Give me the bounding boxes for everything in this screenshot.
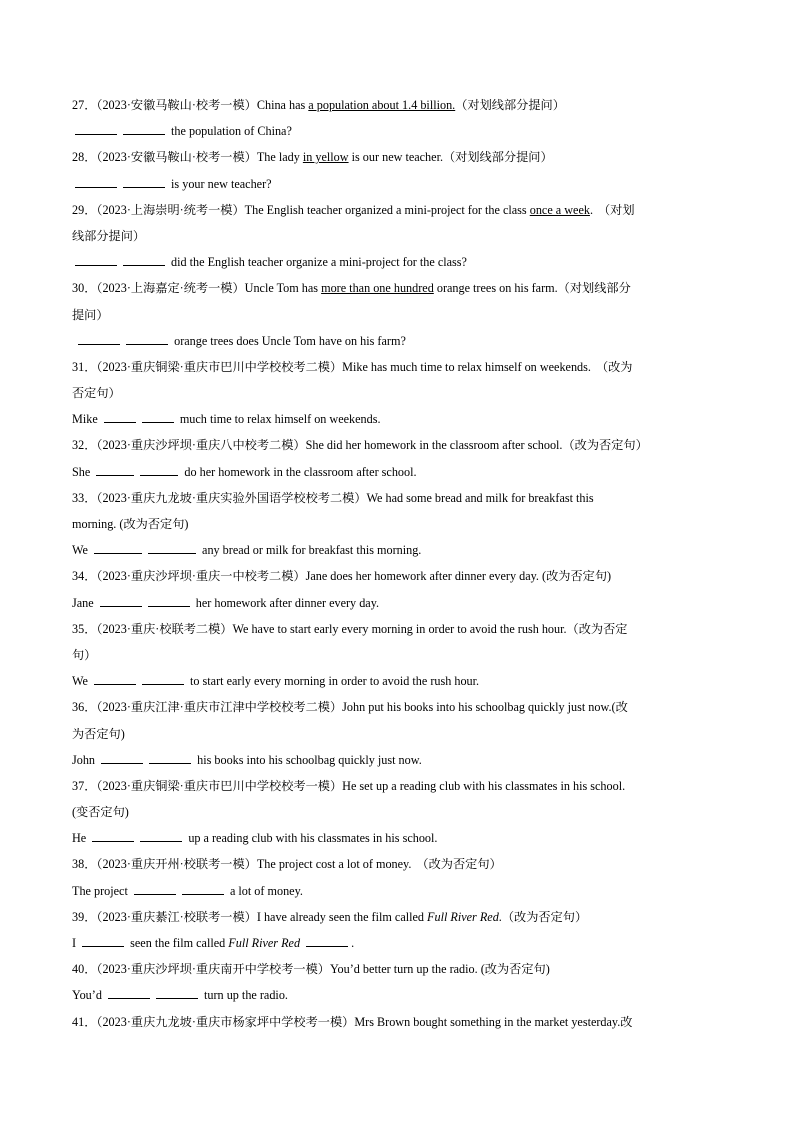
question-instruction: （对划线部分提问） <box>443 150 553 165</box>
question-source: （2023·安徽马鞍山·校考一模） <box>96 98 257 112</box>
answer-text: his books into his schoolbag quickly just now. <box>197 752 422 767</box>
question-text: China has <box>256 98 309 112</box>
question-34 <box>72 563 722 589</box>
question-number: 38． <box>72 857 97 872</box>
question-instruction: 为否定句) <box>72 726 125 741</box>
answer-blank[interactable] <box>123 173 165 188</box>
answer-text: the population of China? <box>171 124 292 139</box>
question-29-cont <box>72 223 722 249</box>
answer-blank[interactable] <box>123 120 165 135</box>
question-instruction: (改 <box>611 700 628 715</box>
answer-prefix: We <box>72 674 88 689</box>
question-number: 29． <box>72 202 97 217</box>
question-35 <box>72 616 722 642</box>
question-text: She did her homework in the classroom after school. <box>305 438 563 453</box>
answer-line-28 <box>72 171 722 197</box>
answer-blank[interactable] <box>82 932 124 947</box>
question-source: （2023·上海崇明·统考一模） <box>96 202 245 217</box>
answer-blank[interactable] <box>126 330 168 345</box>
answer-blank[interactable] <box>108 984 150 999</box>
answer-line-39 <box>72 930 722 956</box>
question-source: （2023·重庆铜梁·重庆市巴川中学校校考二模） <box>96 359 343 374</box>
question-35-cont <box>72 642 722 668</box>
answer-line-29 <box>72 249 722 275</box>
answer-blank[interactable] <box>148 592 190 607</box>
answer-line-37 <box>72 825 722 851</box>
question-source: （2023·重庆开州·校联考一模） <box>96 857 257 872</box>
answer-prefix: Mike <box>72 412 98 427</box>
question-instruction: （对划线部分 <box>557 281 631 296</box>
question-36-cont <box>72 721 722 747</box>
answer-text: . <box>351 936 355 950</box>
question-text: . <box>589 202 593 217</box>
answer-blank[interactable] <box>134 880 176 895</box>
question-instruction: （改为否定 <box>566 621 628 636</box>
answer-line-33 <box>72 537 722 563</box>
question-source: （2023·重庆九龙坡·重庆市杨家坪中学校考一模） <box>96 1014 355 1029</box>
question-instruction: （改为否定句） <box>562 438 648 453</box>
question-37 <box>72 773 722 799</box>
question-source: （2023·安徽马鞍山·校考一模） <box>96 150 257 165</box>
question-source: （2023·上海嘉定·统考一模） <box>96 281 245 296</box>
question-number: 31． <box>72 359 97 374</box>
question-number: 36． <box>72 700 97 715</box>
answer-text: her homework after dinner every day. <box>195 595 380 610</box>
question-28 <box>72 144 722 170</box>
question-number: 32． <box>72 438 97 453</box>
question-text: You’d better turn up the radio. <box>329 962 478 977</box>
question-text: Jane does her homework after dinner every day. <box>305 569 539 584</box>
question-31 <box>72 354 722 380</box>
question-text: morning. <box>72 517 117 531</box>
question-37-cont <box>72 799 722 825</box>
question-number: 41． <box>72 1014 97 1029</box>
question-instruction: 句） <box>72 647 97 662</box>
underlined-phrase: once a week <box>529 202 590 217</box>
film-title: Full River Red <box>228 936 301 950</box>
question-29 <box>72 197 722 223</box>
answer-line-30 <box>72 328 722 354</box>
answer-blank[interactable] <box>306 932 348 947</box>
answer-text: did the English teacher organize a mini-project for the class? <box>171 255 467 270</box>
question-instruction: 线部分提问） <box>72 228 146 243</box>
question-source: （2023·重庆铜梁·重庆市巴川中学校校考一模） <box>96 778 343 793</box>
question-source: （2023·重庆沙坪坝·重庆一中校考二模） <box>96 569 306 584</box>
answer-blank[interactable] <box>100 592 142 607</box>
question-27 <box>72 92 722 118</box>
answer-blank[interactable] <box>104 408 136 423</box>
question-33 <box>72 485 722 511</box>
question-text: Uncle Tom has <box>244 281 322 296</box>
question-text: The English teacher organized a mini-project for the class <box>244 202 530 217</box>
underlined-phrase: in yellow <box>302 150 349 165</box>
question-instruction: (改为否定句) <box>480 962 550 977</box>
answer-blank[interactable] <box>149 749 191 764</box>
question-instruction: （改为否定句） <box>501 909 588 924</box>
answer-blank[interactable] <box>96 461 134 476</box>
answer-text: a lot of money. <box>229 883 303 898</box>
answer-blank[interactable] <box>182 880 224 895</box>
question-text: Mike has much time to relax himself on weekends. <box>342 359 591 374</box>
answer-prefix: We <box>72 543 88 558</box>
question-number: 35． <box>72 621 97 636</box>
question-text: I have already seen the film called <box>256 909 428 924</box>
answer-blank[interactable] <box>94 670 136 685</box>
question-text: Mrs Brown bought something in the market yesterday. <box>354 1014 621 1029</box>
answer-blank[interactable] <box>142 408 174 423</box>
question-instruction: (改为否定句) <box>542 569 612 584</box>
answer-blank[interactable] <box>78 330 120 345</box>
answer-text: do her homework in the classroom after school. <box>184 464 417 479</box>
answer-blank[interactable] <box>142 670 184 685</box>
answer-blank[interactable] <box>156 984 198 999</box>
question-number: 39． <box>72 909 97 924</box>
question-38 <box>72 851 722 877</box>
question-41 <box>72 1009 722 1035</box>
question-32 <box>72 432 722 458</box>
question-number: 27． <box>72 98 97 112</box>
question-instruction: （改为 <box>595 359 633 374</box>
answer-prefix: You’d <box>72 988 102 1003</box>
answer-text: to start early every morning in order to avoid the rush hour. <box>190 674 480 689</box>
question-source: （2023·重庆綦江·校联考一模） <box>96 909 257 924</box>
question-text: The lady <box>256 150 303 165</box>
answer-blank[interactable] <box>92 827 134 842</box>
question-instruction: (变否定句) <box>72 805 129 820</box>
question-number: 40． <box>72 962 97 977</box>
question-36 <box>72 694 722 720</box>
answer-blank[interactable] <box>140 461 178 476</box>
question-text: John put his books into his schoolbag quickly just now. <box>342 700 612 715</box>
answer-line-27 <box>72 118 722 144</box>
answer-blank[interactable] <box>75 251 117 266</box>
answer-blank[interactable] <box>75 173 117 188</box>
question-number: 34． <box>72 569 97 584</box>
underlined-phrase: more than one hundred <box>321 281 434 296</box>
answer-line-38 <box>72 878 722 904</box>
question-40 <box>72 956 722 982</box>
underlined-phrase: a population about 1.4 billion. <box>308 98 456 112</box>
answer-text: up a reading club with his classmates in his school. <box>188 831 438 846</box>
film-title: Full River Red <box>427 909 499 924</box>
question-number: 30． <box>72 281 97 296</box>
answer-line-40 <box>72 982 722 1008</box>
answer-prefix: I <box>72 936 77 950</box>
answer-text: much time to relax himself on weekends. <box>179 412 381 427</box>
question-text: is our new teacher. <box>348 150 443 165</box>
answer-blank[interactable] <box>123 251 165 266</box>
question-source: （2023·重庆沙坪坝·重庆南开中学校考一模） <box>96 962 330 977</box>
question-source: （2023·重庆沙坪坝·重庆八中校考二模） <box>96 438 306 453</box>
question-source: （2023·重庆·校联考二模） <box>96 621 233 636</box>
answer-prefix: The project <box>72 883 128 898</box>
answer-blank[interactable] <box>75 120 117 135</box>
question-30-cont <box>72 302 722 328</box>
answer-blank[interactable] <box>101 749 143 764</box>
question-number: 33． <box>72 490 97 505</box>
answer-prefix: He <box>72 831 87 846</box>
answer-line-36 <box>72 747 722 773</box>
exercise-page <box>72 92 722 1035</box>
answer-line-34 <box>72 590 722 616</box>
question-number: 37． <box>72 778 97 793</box>
question-33-cont <box>72 511 722 537</box>
question-text: We had some bread and milk for breakfast this <box>366 490 594 505</box>
answer-prefix: She <box>72 464 91 479</box>
answer-text: orange trees does Uncle Tom have on his farm? <box>174 333 406 348</box>
answer-line-31 <box>72 406 722 432</box>
question-30 <box>72 275 722 301</box>
question-instruction: （对划线部分提问） <box>455 98 565 112</box>
question-source: （2023·重庆江津·重庆市江津中学校校考二模） <box>96 700 343 715</box>
question-text: The project cost a lot of money. <box>256 857 412 872</box>
question-instruction: 提问） <box>72 307 109 322</box>
question-31-cont <box>72 380 722 406</box>
answer-blank[interactable] <box>94 539 142 554</box>
answer-text: turn up the radio. <box>204 988 288 1003</box>
answer-blank[interactable] <box>148 539 196 554</box>
question-text: He set up a reading club with his classmates in his school. <box>342 778 626 793</box>
question-instruction: （改为否定句） <box>416 857 502 872</box>
answer-prefix: John <box>72 752 96 767</box>
question-text: . <box>498 909 502 924</box>
answer-text: any bread or milk for breakfast this morning. <box>202 543 422 558</box>
question-instruction: （对划 <box>598 202 635 217</box>
question-number: 28． <box>72 150 97 165</box>
answer-text: seen the film called <box>130 936 226 950</box>
question-39 <box>72 904 722 930</box>
question-instruction: (改为否定句) <box>119 517 189 531</box>
answer-text: is your new teacher? <box>171 176 272 191</box>
question-instruction: 否定句） <box>72 386 121 401</box>
question-source: （2023·重庆九龙坡·重庆实验外国语学校校考二模） <box>96 490 367 505</box>
question-instruction: 改 <box>620 1014 633 1029</box>
answer-line-35 <box>72 668 722 694</box>
answer-prefix: Jane <box>72 595 94 610</box>
answer-line-32 <box>72 459 722 485</box>
question-text: We have to start early every morning in order to avoid the rush hour. <box>232 621 567 636</box>
question-text: orange trees on his farm. <box>433 281 558 296</box>
answer-blank[interactable] <box>140 827 182 842</box>
